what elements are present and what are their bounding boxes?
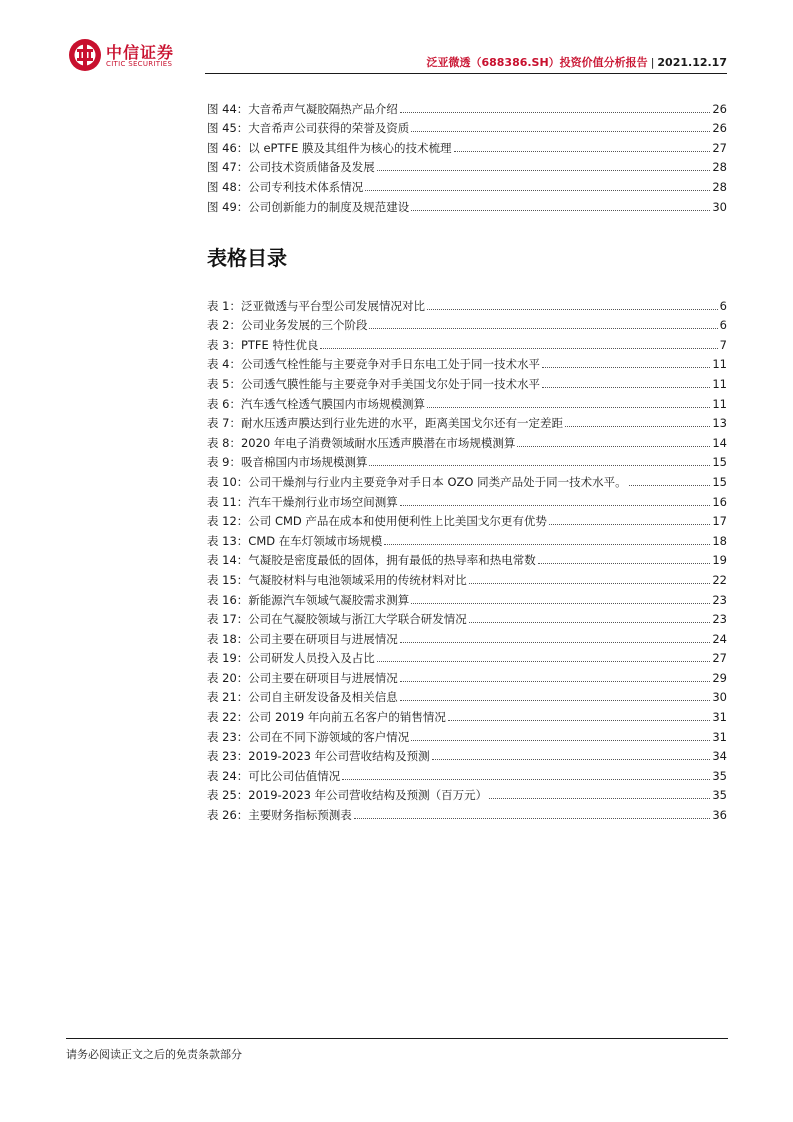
- table-entry-page: 11: [712, 396, 727, 411]
- header-divider: [205, 73, 727, 74]
- table-entry-page: 23: [712, 612, 727, 627]
- table-entry-label: 表 26：主要财务指标预测表: [207, 808, 352, 823]
- table-entry-page: 35: [712, 788, 727, 803]
- table-entry-label: 表 5：公司透气膜性能与主要竞争对手美国戈尔处于同一技术水平: [207, 376, 540, 391]
- table-entry-page: 11: [712, 376, 727, 391]
- header-separator: |: [650, 56, 655, 69]
- table-entry-label: 表 14：气凝胶是密度最低的固体，拥有最低的热导率和热电常数: [207, 553, 536, 568]
- table-entry[interactable]: [207, 783, 727, 803]
- table-entry-page: 34: [712, 749, 727, 764]
- table-entry[interactable]: [207, 313, 727, 333]
- figure-entry[interactable]: [207, 155, 727, 175]
- table-entry-page: 15: [712, 474, 727, 489]
- table-entry-label: 表 24：可比公司估值情况: [207, 768, 341, 783]
- table-entry-label: 表 18：公司主要在研项目与进展情况: [207, 631, 398, 646]
- table-entry-label: 表 23：公司在不同下游领域的客户情况: [207, 729, 410, 744]
- logo-text-en: CITIC SECURITIES: [106, 60, 173, 68]
- dot-leader: [427, 309, 718, 310]
- dot-leader: [427, 407, 710, 408]
- table-entry[interactable]: [207, 509, 727, 529]
- table-entry-page: 23: [712, 592, 727, 607]
- logo-text-cn: 中信证券: [106, 43, 175, 62]
- report-date: 2021.12.17: [657, 56, 727, 69]
- table-entry-page: 36: [712, 808, 727, 823]
- table-entry-page: 27: [712, 651, 727, 666]
- figure-entry-label: 图 47：公司技术资质储备及发展: [207, 160, 375, 175]
- table-entry-label: 表 12：公司 CMD 产品在成本和使用便利性上比美国戈尔更有优势: [207, 514, 547, 529]
- table-entry-page: 31: [712, 710, 727, 725]
- table-entry-label: 表 4：公司透气栓性能与主要竞争对手日东电工处于同一技术水平: [207, 357, 540, 372]
- table-entry-page: 11: [712, 357, 727, 372]
- table-entry-page: 22: [712, 572, 727, 587]
- figure-entry-label: 图 45：大音希声公司获得的荣誉及资质: [207, 121, 410, 136]
- figure-entry-page: 26: [712, 121, 727, 136]
- table-entry-label: 表 25：2019-2023 年公司营收结构及预测（百万元）: [207, 788, 488, 803]
- table-entry-page: 6: [719, 298, 727, 313]
- table-entry[interactable]: [207, 665, 727, 685]
- dot-leader: [432, 759, 711, 760]
- dot-leader: [400, 642, 711, 643]
- figure-list: [207, 96, 727, 214]
- dot-leader: [411, 131, 710, 132]
- table-entry-label: 表 11：汽车干燥剂行业市场空间测算: [207, 494, 398, 509]
- table-entry[interactable]: [207, 450, 727, 470]
- dot-leader: [377, 661, 711, 662]
- table-entry-label: 表 19：公司研发人员投入及占比: [207, 651, 375, 666]
- table-entry-page: 18: [712, 533, 727, 548]
- table-entry-page: 14: [712, 435, 727, 450]
- figure-entry[interactable]: [207, 194, 727, 214]
- table-entry[interactable]: [207, 802, 727, 822]
- table-entry-page: 16: [712, 494, 727, 509]
- dot-leader: [400, 112, 711, 113]
- table-entry-page: 6: [719, 318, 727, 333]
- table-entry[interactable]: [207, 332, 727, 352]
- figure-entry-page: 28: [712, 160, 727, 175]
- table-entry-label: 表 9：吸音棉国内市场规模测算: [207, 455, 368, 470]
- figure-entry-page: 27: [712, 140, 727, 155]
- dot-leader: [469, 583, 711, 584]
- table-entry[interactable]: [207, 391, 727, 411]
- dot-leader: [320, 348, 717, 349]
- dot-leader: [369, 465, 710, 466]
- dot-leader: [400, 681, 711, 682]
- dot-leader: [448, 720, 710, 721]
- table-entry-label: 表 16：新能源汽车领域气凝胶需求测算: [207, 592, 410, 607]
- dot-leader: [400, 700, 711, 701]
- table-entry-label: 表 17：公司在气凝胶领域与浙江大学联合研发情况: [207, 612, 467, 627]
- dot-leader: [542, 367, 710, 368]
- table-entry[interactable]: [207, 489, 727, 509]
- table-entry-label: 表 22：公司 2019 年向前五名客户的销售情况: [207, 710, 446, 725]
- dot-leader: [538, 563, 711, 564]
- figure-entry-label: 图 44：大音希声气凝胶隔热产品介绍: [207, 101, 398, 116]
- table-entry-page: 15: [712, 455, 727, 470]
- dot-leader: [384, 544, 710, 545]
- table-entry[interactable]: [207, 528, 727, 548]
- table-entry[interactable]: [207, 411, 727, 431]
- figure-entry-label: 图 48：公司专利技术体系情况: [207, 179, 364, 194]
- dot-leader: [469, 622, 711, 623]
- dot-leader: [400, 505, 711, 506]
- table-entry-label: 表 15：气凝胶材料与电池领域采用的传统材料对比: [207, 572, 467, 587]
- table-list-title: 表格目录: [207, 246, 287, 270]
- footer-divider: [66, 1038, 728, 1039]
- table-entry[interactable]: [207, 587, 727, 607]
- report-header: [426, 54, 727, 70]
- dot-leader: [411, 210, 710, 211]
- table-entry-label: 表 8：2020 年电子消费领域耐水压透声膜潜在市场规模测算: [207, 435, 516, 450]
- table-entry[interactable]: [207, 430, 727, 450]
- table-entry-label: 表 10：公司干燥剂与行业内主要竞争对手日本 OZO 同类产品处于同一技术水平。: [207, 474, 627, 489]
- dot-leader: [489, 798, 710, 799]
- figure-entry-page: 28: [712, 179, 727, 194]
- table-entry-label: 表 3：PTFE 特性优良: [207, 337, 319, 352]
- dot-leader: [565, 426, 710, 427]
- table-entry-label: 表 23：2019-2023 年公司营收结构及预测: [207, 749, 430, 764]
- table-list: [207, 293, 727, 822]
- table-entry[interactable]: [207, 704, 727, 724]
- dot-leader: [377, 170, 711, 171]
- figure-entry[interactable]: [207, 174, 727, 194]
- figure-entry-label: 图 49：公司创新能力的制度及规范建设: [207, 199, 410, 214]
- dot-leader: [411, 740, 710, 741]
- table-entry-page: 7: [719, 337, 727, 352]
- dot-leader: [542, 387, 710, 388]
- dot-leader: [342, 779, 710, 780]
- dot-leader: [454, 151, 711, 152]
- dot-leader: [629, 485, 711, 486]
- table-entry[interactable]: [207, 607, 727, 627]
- table-entry[interactable]: [207, 685, 727, 705]
- table-entry-page: 19: [712, 553, 727, 568]
- table-entry-label: 表 6：汽车透气栓透气膜国内市场规模测算: [207, 396, 425, 411]
- citic-securities-logo: [68, 38, 178, 74]
- table-entry[interactable]: [207, 744, 727, 764]
- table-entry-page: 17: [712, 514, 727, 529]
- figure-entry-label: 图 46：以 ePTFE 膜及其组件为核心的技术梳理: [207, 140, 452, 155]
- table-entry-page: 24: [712, 631, 727, 646]
- figure-entry-page: 30: [712, 199, 727, 214]
- dot-leader: [369, 328, 717, 329]
- table-entry[interactable]: [207, 724, 727, 744]
- figure-entry[interactable]: [207, 96, 727, 116]
- disclaimer-notice: 请务必阅读正文之后的免责条款部分: [66, 1048, 242, 1061]
- table-entry[interactable]: [207, 352, 727, 372]
- table-entry-label: 表 2：公司业务发展的三个阶段: [207, 318, 368, 333]
- table-entry[interactable]: [207, 371, 727, 391]
- table-entry-label: 表 20：公司主要在研项目与进展情况: [207, 670, 398, 685]
- dot-leader: [354, 818, 711, 819]
- table-entry-label: 表 21：公司自主研发设备及相关信息: [207, 690, 398, 705]
- table-entry-label: 表 13：CMD 在车灯领域市场规模: [207, 533, 383, 548]
- table-entry-page: 29: [712, 670, 727, 685]
- table-entry[interactable]: [207, 626, 727, 646]
- table-entry[interactable]: [207, 293, 727, 313]
- table-entry-label: 表 7：耐水压透声膜达到行业先进的水平，距离美国戈尔还有一定差距: [207, 416, 563, 431]
- table-entry[interactable]: [207, 548, 727, 568]
- table-entry-page: 13: [712, 416, 727, 431]
- dot-leader: [365, 190, 710, 191]
- table-entry[interactable]: [207, 646, 727, 666]
- table-entry[interactable]: [207, 469, 727, 489]
- dot-leader: [517, 446, 710, 447]
- dot-leader: [411, 603, 710, 604]
- citic-logo-icon: [68, 38, 102, 72]
- dot-leader: [549, 524, 710, 525]
- figure-entry-page: 26: [712, 101, 727, 116]
- table-entry-page: 31: [712, 729, 727, 744]
- report-title: 泛亚微透（688386.SH）投资价值分析报告: [426, 56, 648, 69]
- table-entry-page: 30: [712, 690, 727, 705]
- figure-entry[interactable]: [207, 116, 727, 136]
- figure-entry[interactable]: [207, 135, 727, 155]
- table-entry[interactable]: [207, 567, 727, 587]
- table-entry[interactable]: [207, 763, 727, 783]
- table-entry-label: 表 1：泛亚微透与平台型公司发展情况对比: [207, 298, 425, 313]
- table-entry-page: 35: [712, 768, 727, 783]
